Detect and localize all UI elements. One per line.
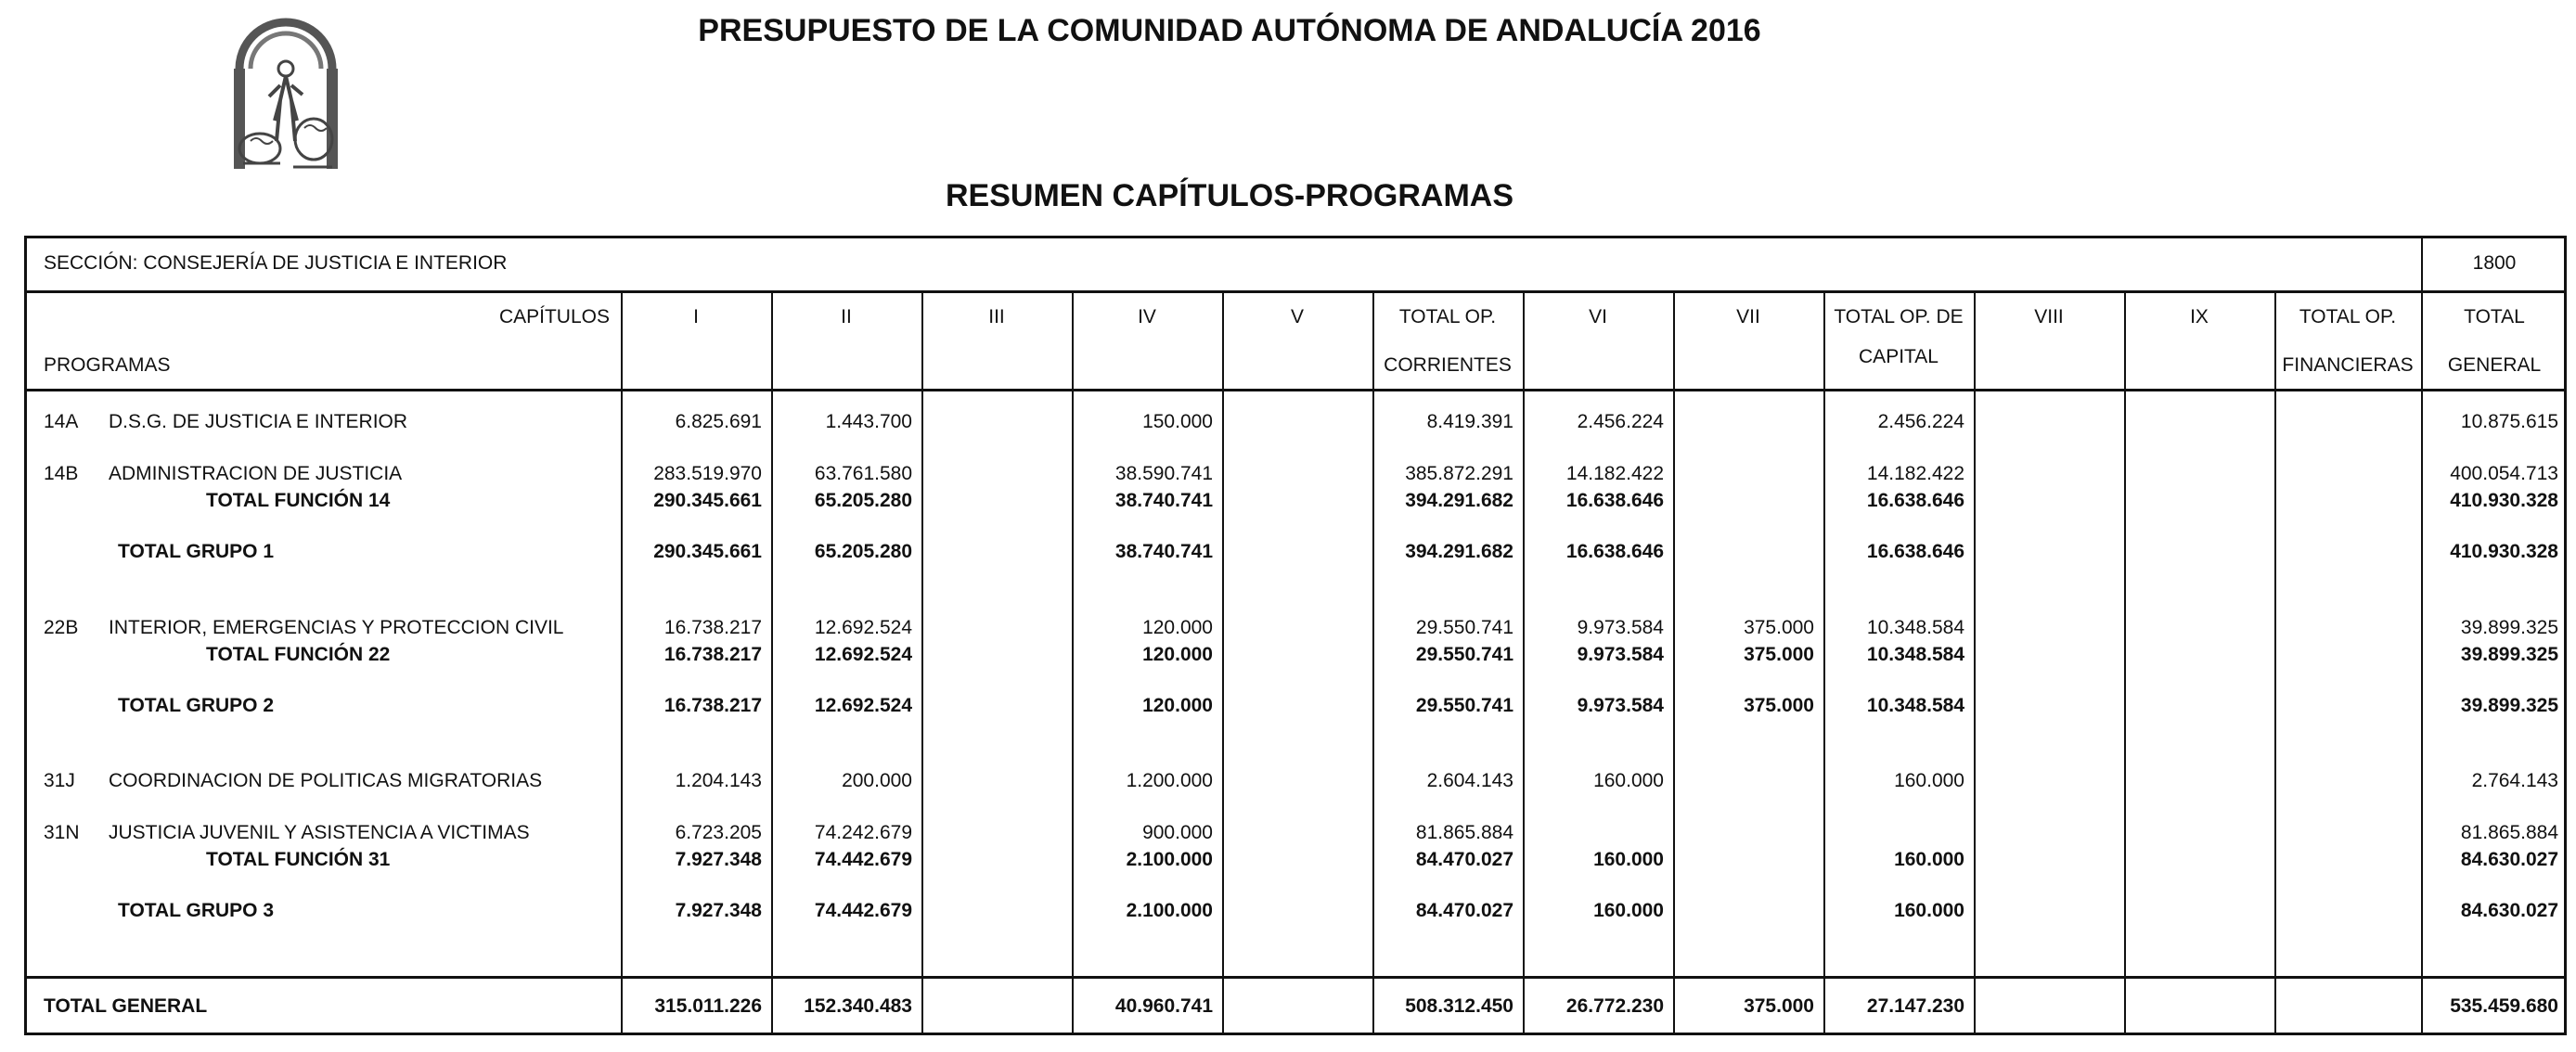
column-divider <box>921 290 923 1033</box>
column-header: TOTAL OP. <box>1398 306 1497 327</box>
table-cell: 7.927.348 <box>675 900 762 921</box>
table-cell: 84.630.027 <box>2460 849 2558 870</box>
total-general-cell: 152.340.483 <box>804 995 912 1017</box>
table-cell: 290.345.661 <box>653 541 762 562</box>
table-cell: 2.604.143 <box>1426 770 1513 791</box>
table-cell: 2.456.224 <box>1577 411 1664 432</box>
column-header: IV <box>1138 306 1156 327</box>
total-general-cell: 508.312.450 <box>1405 995 1513 1017</box>
program-name: COORDINACION DE POLITICAS MIGRATORIAS <box>109 770 543 791</box>
table-cell: 29.550.741 <box>1415 617 1513 638</box>
table-cell: 14.182.422 <box>1565 463 1664 484</box>
table-cell: 1.200.000 <box>1126 770 1213 791</box>
table-cell: 12.692.524 <box>814 617 912 638</box>
table-cell: 200.000 <box>842 770 912 791</box>
program-code: 14A <box>44 411 79 432</box>
table-cell: 2.456.224 <box>1877 411 1964 432</box>
total-funcion-label: TOTAL FUNCIÓN 31 <box>206 849 391 870</box>
table-cell: 29.550.741 <box>1415 695 1513 716</box>
total-divider <box>27 976 2564 979</box>
table-cell: 29.550.741 <box>1415 644 1513 665</box>
column-header: V <box>1290 306 1304 327</box>
column-header: VII <box>1736 306 1760 327</box>
table-cell: 16.638.646 <box>1866 490 1964 511</box>
budget-table <box>24 236 2567 1035</box>
table-cell: 63.761.580 <box>814 463 912 484</box>
table-cell: 1.443.700 <box>825 411 912 432</box>
table-cell: 394.291.682 <box>1405 490 1513 511</box>
table-cell: 120.000 <box>1142 695 1213 716</box>
table-cell: 10.875.615 <box>2460 411 2558 432</box>
table-cell: 6.825.691 <box>675 411 762 432</box>
table-cell: 1.204.143 <box>675 770 762 791</box>
table-cell: 410.930.328 <box>2450 490 2558 511</box>
header-capitulos: CAPÍTULOS <box>498 306 610 327</box>
table-cell: 38.740.741 <box>1114 541 1213 562</box>
total-general-label: TOTAL GENERAL <box>44 995 208 1017</box>
program-code: 22B <box>44 617 79 638</box>
column-header: IX <box>2190 306 2209 327</box>
table-cell: 16.738.217 <box>663 695 762 716</box>
total-grupo-label: TOTAL GRUPO 3 <box>118 900 275 921</box>
header-programas: PROGRAMAS <box>44 354 171 376</box>
table-cell: 9.973.584 <box>1577 695 1664 716</box>
table-cell: 38.740.741 <box>1114 490 1213 511</box>
column-divider <box>2274 290 2276 1033</box>
table-cell: 2.764.143 <box>2471 770 2558 791</box>
program-name: D.S.G. DE JUSTICIA E INTERIOR <box>109 411 408 432</box>
table-cell: 160.000 <box>1894 849 1964 870</box>
section-label: SECCIÓN: CONSEJERÍA DE JUSTICIA E INTERIOR <box>44 252 508 274</box>
table-cell: 16.638.646 <box>1866 541 1964 562</box>
table-cell: 160.000 <box>1593 900 1664 921</box>
total-general-cell: 375.000 <box>1744 995 1814 1017</box>
table-cell: 12.692.524 <box>814 695 912 716</box>
table-cell: 9.973.584 <box>1577 644 1664 665</box>
table-cell: 16.638.646 <box>1565 490 1664 511</box>
table-cell: 84.470.027 <box>1415 849 1513 870</box>
table-cell: 38.590.741 <box>1114 463 1213 484</box>
section-code: 1800 <box>2472 252 2517 274</box>
program-name: INTERIOR, EMERGENCIAS Y PROTECCION CIVIL <box>109 617 564 638</box>
column-header: II <box>841 306 852 327</box>
column-header: I <box>693 306 699 327</box>
column-header-line2: CAPITAL <box>1859 346 1938 367</box>
section-divider <box>27 290 2564 293</box>
table-cell: 900.000 <box>1142 822 1213 843</box>
table-cell: 39.899.325 <box>2460 695 2558 716</box>
table-cell: 375.000 <box>1744 695 1814 716</box>
total-general-cell: 27.147.230 <box>1866 995 1964 1017</box>
column-header-line2: GENERAL <box>2447 354 2542 376</box>
column-header-line2: FINANCIERAS <box>2282 354 2414 376</box>
table-cell: 9.973.584 <box>1577 617 1664 638</box>
column-divider <box>1222 290 1224 1033</box>
column-header: VI <box>1589 306 1607 327</box>
program-name: JUSTICIA JUVENIL Y ASISTENCIA A VICTIMAS <box>109 822 530 843</box>
table-cell: 81.865.884 <box>1415 822 1513 843</box>
column-divider <box>2124 290 2126 1033</box>
table-cell: 8.419.391 <box>1426 411 1513 432</box>
table-cell: 65.205.280 <box>814 541 912 562</box>
table-cell: 160.000 <box>1593 849 1664 870</box>
program-name: ADMINISTRACION DE JUSTICIA <box>109 463 403 484</box>
column-header: TOTAL OP. <box>2299 306 2397 327</box>
table-cell: 290.345.661 <box>653 490 762 511</box>
table-cell: 74.442.679 <box>814 900 912 921</box>
table-cell: 39.899.325 <box>2460 617 2558 638</box>
column-header: III <box>988 306 1005 327</box>
header-divider <box>27 389 2564 391</box>
emblem-icon <box>228 11 343 171</box>
column-header: VIII <box>2034 306 2064 327</box>
program-code: 31N <box>44 822 80 843</box>
table-cell: 16.738.217 <box>663 617 762 638</box>
table-cell: 283.519.970 <box>653 463 762 484</box>
table-cell: 385.872.291 <box>1405 463 1513 484</box>
document-subtitle: RESUMEN CAPÍTULOS-PROGRAMAS <box>945 178 1514 213</box>
table-cell: 400.054.713 <box>2450 463 2558 484</box>
table-cell: 74.242.679 <box>814 822 912 843</box>
table-cell: 2.100.000 <box>1126 849 1213 870</box>
table-cell: 12.692.524 <box>814 644 912 665</box>
table-cell: 14.182.422 <box>1866 463 1964 484</box>
total-funcion-label: TOTAL FUNCIÓN 14 <box>206 490 391 511</box>
table-cell: 84.470.027 <box>1415 900 1513 921</box>
table-cell: 84.630.027 <box>2460 900 2558 921</box>
table-cell: 410.930.328 <box>2450 541 2558 562</box>
column-header: TOTAL <box>2464 306 2525 327</box>
table-cell: 2.100.000 <box>1126 900 1213 921</box>
table-cell: 160.000 <box>1593 770 1664 791</box>
table-cell: 74.442.679 <box>814 849 912 870</box>
table-cell: 10.348.584 <box>1866 695 1964 716</box>
program-code: 14B <box>44 463 79 484</box>
table-cell: 6.723.205 <box>675 822 762 843</box>
junta-andalucia-logo <box>228 11 343 171</box>
table-cell: 7.927.348 <box>675 849 762 870</box>
document-title: PRESUPUESTO DE LA COMUNIDAD AUTÓNOMA DE ANDALUCÍA 2016 <box>698 13 1761 48</box>
total-grupo-label: TOTAL GRUPO 2 <box>118 695 275 716</box>
table-cell: 120.000 <box>1142 617 1213 638</box>
table-cell: 81.865.884 <box>2460 822 2558 843</box>
total-general-cell: 535.459.680 <box>2450 995 2558 1017</box>
total-grupo-label: TOTAL GRUPO 1 <box>118 541 275 562</box>
table-cell: 375.000 <box>1744 617 1814 638</box>
column-divider <box>1974 290 1976 1033</box>
table-cell: 16.638.646 <box>1565 541 1664 562</box>
column-header-line2: CORRIENTES <box>1384 354 1512 376</box>
table-cell: 10.348.584 <box>1866 617 1964 638</box>
table-cell: 375.000 <box>1744 644 1814 665</box>
total-general-cell: 26.772.230 <box>1565 995 1664 1017</box>
table-cell: 10.348.584 <box>1866 644 1964 665</box>
table-cell: 160.000 <box>1894 770 1964 791</box>
table-cell: 65.205.280 <box>814 490 912 511</box>
total-general-cell: 315.011.226 <box>654 995 762 1017</box>
table-cell: 39.899.325 <box>2460 644 2558 665</box>
column-header: TOTAL OP. DE <box>1834 306 1964 327</box>
total-funcion-label: TOTAL FUNCIÓN 22 <box>206 644 391 665</box>
program-code: 31J <box>44 770 75 791</box>
table-cell: 16.738.217 <box>663 644 762 665</box>
table-cell: 120.000 <box>1142 644 1213 665</box>
table-cell: 160.000 <box>1894 900 1964 921</box>
total-general-cell: 40.960.741 <box>1114 995 1213 1017</box>
table-cell: 394.291.682 <box>1405 541 1513 562</box>
table-cell: 150.000 <box>1142 411 1213 432</box>
